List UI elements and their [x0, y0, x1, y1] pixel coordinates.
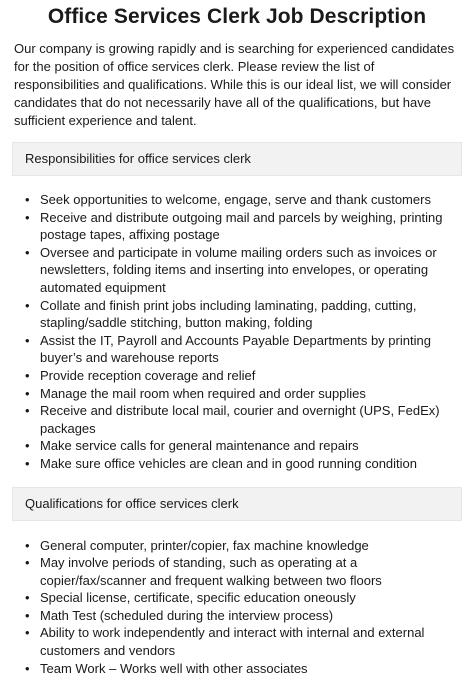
bullet-icon: • — [25, 537, 30, 555]
list-item-text: Math Test (scheduled during the interview process) — [40, 608, 333, 623]
intro-paragraph: Our company is growing rapidly and is searching for experienced candidates for the position of office services clerk. Please review the list of responsibilities and qualifications. While this is our ideal list, we will consider candidates that do not necessarily have all of the qualifications, but have sufficient experience and talent. — [12, 40, 462, 130]
bullet-icon: • — [25, 244, 30, 262]
bullet-icon: • — [25, 455, 30, 473]
bullet-icon: • — [25, 385, 30, 403]
list-item — [12, 367, 462, 385]
bullet-icon: • — [25, 624, 30, 642]
list-item-text: Assist the IT, Payroll and Accounts Payable Departments by printing buyer’s and warehouse reports — [40, 333, 431, 366]
list-item-text: Receive and distribute outgoing mail and parcels by weighing, printing postage tapes, affixing postage — [40, 210, 443, 243]
list-item — [12, 455, 462, 473]
list-item — [12, 209, 462, 244]
list-item — [12, 297, 462, 332]
bullet-icon: • — [25, 367, 30, 385]
responsibilities-heading: Responsibilities for office services clerk — [12, 142, 462, 176]
list-item-text: May involve periods of standing, such as operating at a copier/fax/scanner and frequent walking between two floors — [40, 555, 382, 588]
bullet-icon: • — [25, 437, 30, 455]
list-item-text: Provide reception coverage and relief — [40, 368, 255, 383]
bullet-icon: • — [25, 607, 30, 625]
responsibilities-list — [12, 191, 462, 473]
list-item-text: Ability to work independently and interact with internal and external customers and vendors — [40, 625, 424, 658]
list-item — [12, 607, 462, 625]
list-item — [12, 191, 462, 209]
list-item-text: Make sure office vehicles are clean and in good running condition — [40, 456, 417, 471]
list-item-text: Manage the mail room when required and order supplies — [40, 386, 366, 401]
qualifications-heading: Qualifications for office services clerk — [12, 487, 462, 521]
list-item — [12, 385, 462, 403]
list-item — [12, 554, 462, 589]
list-item — [12, 332, 462, 367]
list-item-text: Seek opportunities to welcome, engage, serve and thank customers — [40, 192, 431, 207]
list-item-text: General computer, printer/copier, fax machine knowledge — [40, 538, 369, 553]
list-item-text: Special license, certificate, specific education oneously — [40, 590, 356, 605]
bullet-icon: • — [25, 209, 30, 227]
list-item-text: Receive and distribute local mail, courier and overnight (UPS, FedEx) packages — [40, 403, 440, 436]
list-item — [12, 624, 462, 659]
list-item-text: Make service calls for general maintenance and repairs — [40, 438, 359, 453]
bullet-icon: • — [25, 332, 30, 350]
list-item — [12, 402, 462, 437]
list-item — [12, 589, 462, 607]
list-item — [12, 244, 462, 297]
bullet-icon: • — [25, 660, 30, 677]
list-item — [12, 660, 462, 677]
list-item-text: Oversee and participate in volume mailing orders such as invoices or newsletters, folding items and inserting into envelopes, or operating automated equipment — [40, 245, 437, 295]
bullet-icon: • — [25, 297, 30, 315]
bullet-icon: • — [25, 589, 30, 607]
list-item-text: Team Work – Works well with other associates — [40, 661, 308, 676]
bullet-icon: • — [25, 554, 30, 572]
bullet-icon: • — [25, 402, 30, 420]
list-item-text: Collate and finish print jobs including laminating, padding, cutting, stapling/saddle stitching, button making, folding — [40, 298, 417, 331]
qualifications-list — [12, 537, 462, 677]
list-item — [12, 537, 462, 555]
list-item — [12, 437, 462, 455]
bullet-icon: • — [25, 191, 30, 209]
page-title: Office Services Clerk Job Description — [12, 0, 462, 34]
